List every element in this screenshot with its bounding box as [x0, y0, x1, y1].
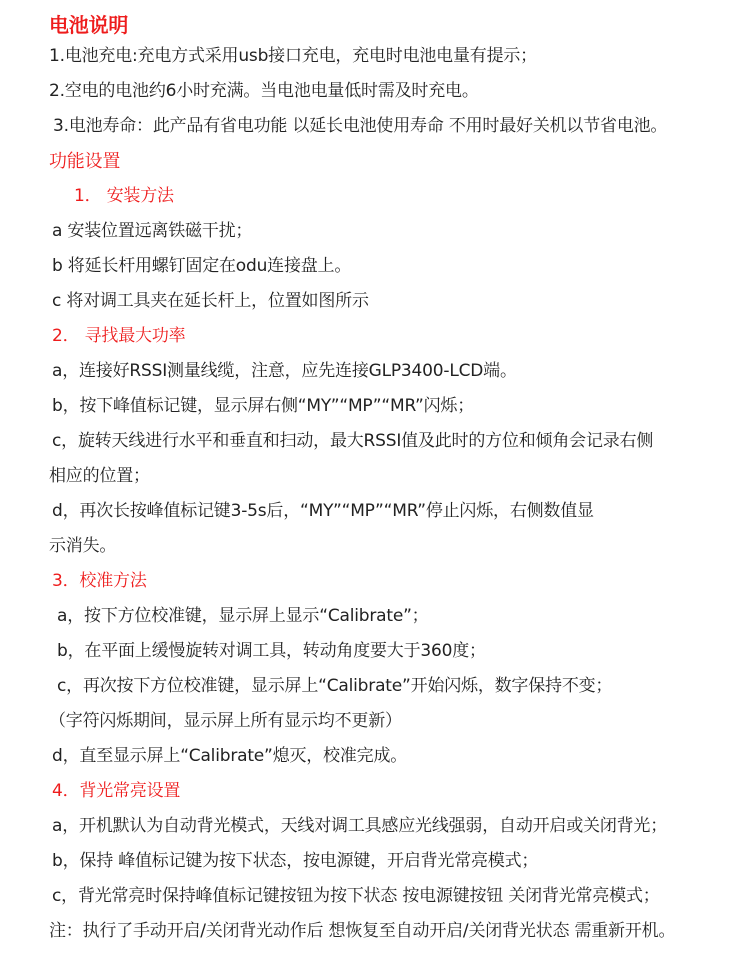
- max-power-heading: 2． 寻找最大功率: [52, 326, 186, 346]
- max-power-step-d-line1: d，再次长按峰值标记键3-5s后，“MY”“MP”“MR”停止闪烁，右侧数值显: [52, 501, 594, 521]
- calibrate-step-d: d，直至显示屏上“Calibrate”熄灭，校准完成。: [52, 746, 408, 766]
- backlight-step-b: b，保持 峰值标记键为按下状态，按电源键，开启背光常亮模式；: [52, 851, 539, 871]
- install-step-b: b 将延长杆用螺钉固定在odu连接盘上。: [52, 256, 352, 276]
- battery-item-charging: 1.电池充电:充电方式采用usb接口充电，充电时电池电量有提示；: [49, 46, 537, 66]
- max-power-step-c-line2: 相应的位置；: [49, 466, 150, 486]
- calibrate-step-a: a，按下方位校准键，显示屏上显示“Calibrate”；: [57, 606, 429, 626]
- backlight-note: 注：执行了手动开启/关闭背光动作后 想恢复至自动开启/关闭背光状态 需重新开机。: [49, 921, 676, 941]
- calibrate-step-b: b，在平面上缓慢旋转对调工具，转动角度要大于360度；: [57, 641, 486, 661]
- max-power-step-b: b，按下峰值标记键，显示屏右侧“MY”“MP”“MR”闪烁；: [52, 396, 475, 416]
- backlight-step-c: c，背光常亮时保持峰值标记键按钮为按下状态 按电源键按钮 关闭背光常亮模式；: [52, 886, 660, 906]
- install-step-c: c 将对调工具夹在延长杆上，位置如图所示: [52, 291, 369, 311]
- battery-item-lifetime: 3.电池寿命：此产品有省电功能 以延长电池使用寿命 不用时最好关机以节省电池。: [53, 116, 668, 136]
- install-heading: 1． 安装方法: [74, 186, 174, 206]
- battery-title: 电池说明: [49, 13, 129, 37]
- calibrate-note: （字符闪烁期间，显示屏上所有显示均不更新）: [49, 711, 402, 731]
- max-power-step-d-line2: 示消失。: [49, 536, 117, 556]
- calibrate-step-c: c，再次按下方位校准键，显示屏上“Calibrate”开始闪烁，数字保持不变；: [57, 676, 613, 696]
- backlight-heading: 4．背光常亮设置: [52, 781, 181, 801]
- install-step-a: a 安装位置远离铁磁干扰；: [52, 221, 253, 241]
- functions-title: 功能设置: [49, 151, 121, 172]
- backlight-step-a: a，开机默认为自动背光模式，天线对调工具感应光线强弱，自动开启或关闭背光；: [52, 816, 668, 836]
- max-power-step-a: a，连接好RSSI测量线缆，注意，应先连接GLP3400-LCD端。: [52, 361, 517, 381]
- calibrate-heading: 3．校准方法: [52, 571, 147, 591]
- battery-item-full-time: 2.空电的电池约6小时充满。当电池电量低时需及时充电。: [49, 81, 479, 101]
- max-power-step-c-line1: c，旋转天线进行水平和垂直和扫动，最大RSSI值及此时的方位和倾角会记录右侧: [52, 431, 654, 451]
